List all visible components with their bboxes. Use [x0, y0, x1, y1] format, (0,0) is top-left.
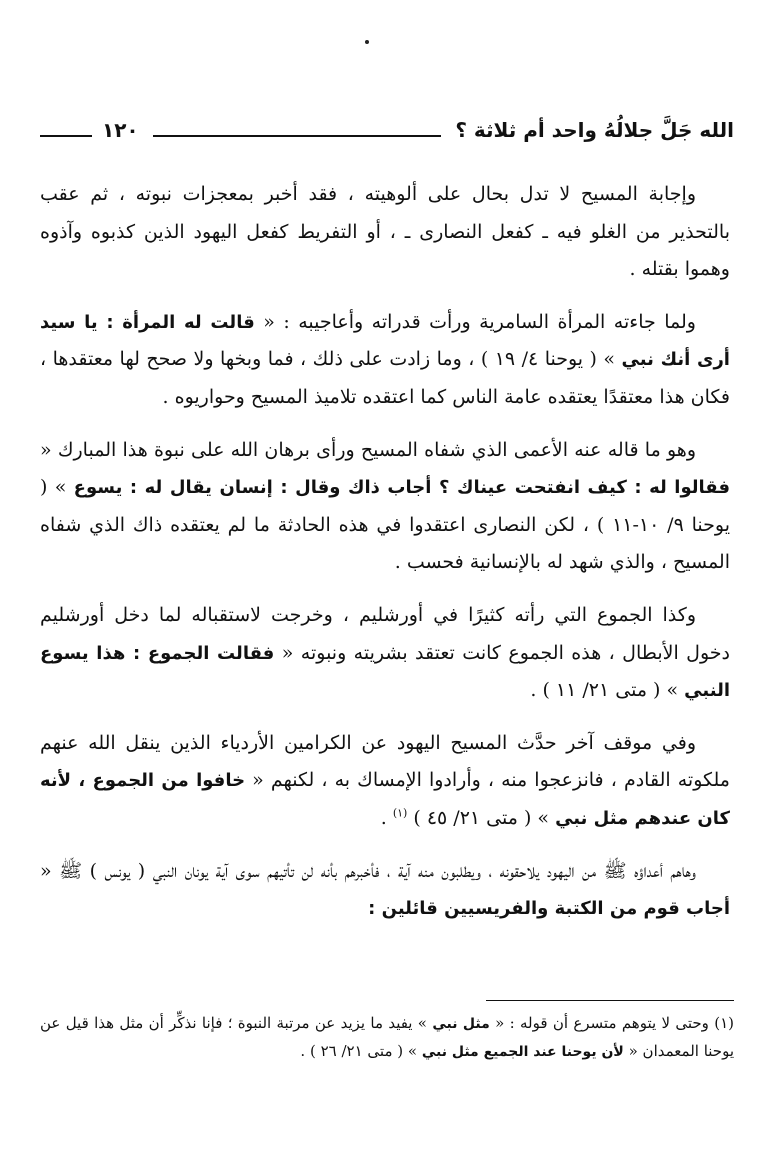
paragraph-4-quote: فقالت الجموع : هذا يسوع النبي	[40, 642, 730, 702]
footnote-quote-2: لأن يوحنا عند الجميع مثل نبي	[421, 1044, 624, 1060]
footnote-quote-1: مثل نبي	[432, 1016, 490, 1032]
paragraph-2-text-end: » ( يوحنا ٤/ ١٩ ) ، وما زادت على ذلك ، فما وبخها ولا صحح لها معتقدها ، فكان هذا معتقدًا يعتقده عامة الناس كما اعتقده تلاميذ المسيح وحواريوه .	[40, 348, 730, 408]
paragraph-6-quote: أجاب قوم من الكتبة والفريسيين قائلين :	[368, 898, 730, 920]
body-text	[40, 176, 730, 943]
page-number-rule	[40, 135, 92, 137]
footnote-ref[interactable]: (١)	[392, 806, 408, 820]
paragraph-1	[40, 176, 730, 289]
footnote-text-end: » ( متى ٢١/ ٢٦ ) .	[300, 1042, 422, 1060]
paragraph-6-text: وهاهم أعداؤه ﷺ من اليهود يلاحقونه ، ويطلبون منه آية ، فأخبرهم بأنه لن تأتيهم سوى آية يونان النبي ( يونس ) ﷺ «	[40, 859, 696, 882]
paragraph-5-text-tail: .	[380, 806, 393, 829]
footnote-separator	[486, 1000, 734, 1001]
paragraph-5-text-end: » ( متى ٢١/ ٤٥ )	[407, 806, 556, 829]
paragraph-5-text: وفي موقف آخر حدَّث المسيح اليهود عن الكرامين الأردياء الذين ينقل الله عنهم ملكوته القادم ، فانزعجوا منه ، وأرادوا الإمساك به ، لكنهم «	[40, 731, 730, 792]
header-rule	[153, 135, 442, 137]
paragraph-1-text: وإجابة المسيح لا تدل بحال على ألوهيته ، فقد أخبر بمعجزات نبوته ، ثم عقب بالتحذير من الغلو فيه ـ كفعل النصارى ـ ، أو التفريط كفعل اليهود الذين كذبوه وآذوه وهموا بقتله .	[40, 183, 730, 281]
page-dot-mark	[365, 40, 369, 44]
paragraph-2	[40, 304, 730, 417]
paragraph-2-quote: قالت له المرأة : يا سيد أرى أنك نبي	[40, 311, 730, 371]
running-header	[40, 112, 734, 148]
paragraph-4-text-end: » ( متى ٢١/ ١١ ) .	[530, 679, 685, 702]
footnote-1	[40, 1010, 734, 1066]
footnote-text-mid: » يفيد ما يزيد عن مرتبة النبوة ؛ فإنا نذكِّر أن مثل هذا قيل عن يوحنا المعمدان «	[40, 1014, 734, 1060]
paragraph-3	[40, 432, 730, 582]
paragraph-5-quote: خافوا من الجموع ، لأنه كان عندهم مثل نبي	[40, 770, 730, 829]
paragraph-3-text: وهو ما قاله عنه الأعمى الذي شفاه المسيح ورأى برهان الله على نبوة هذا المبارك «	[40, 438, 696, 461]
paragraph-4-text: وكذا الجموع التي رأته كثيرًا في أورشليم ، وخرجت لاستقباله لما دخل أورشليم دخول الأبطال ، هذه الجموع كانت تعتقد بشريته ونبوته «	[40, 603, 730, 664]
paragraph-2-text: ولما جاءته المرأة السامرية ورأت قدراته وأعاجيبه : «	[254, 310, 696, 333]
paragraph-5	[40, 725, 730, 838]
footnote-text: (١) وحتى لا يتوهم متسرع أن قوله : «	[489, 1014, 734, 1032]
paragraph-3-text-end: » ( يوحنا ٩/ ١٠-١١ ) ، لكن النصارى اعتقدوا في هذه الحادثة ما لم يعتقده ذاك الذي شفاه المسيح ، والذي شهد له بالإنسانية فحسب .	[40, 476, 730, 574]
footnote	[40, 1010, 734, 1066]
running-header-title: الله جَلَّ جلالُهُ واحد أم ثلاثة ؟	[455, 118, 734, 142]
paragraph-3-quote: فقالوا له : كيف انفتحت عيناك ؟ أجاب ذاك وقال : إنسان يقال له : يسوع	[73, 477, 730, 499]
paragraph-6	[40, 853, 730, 928]
paragraph-4	[40, 597, 730, 710]
page-number: ١٢٠	[102, 118, 139, 142]
